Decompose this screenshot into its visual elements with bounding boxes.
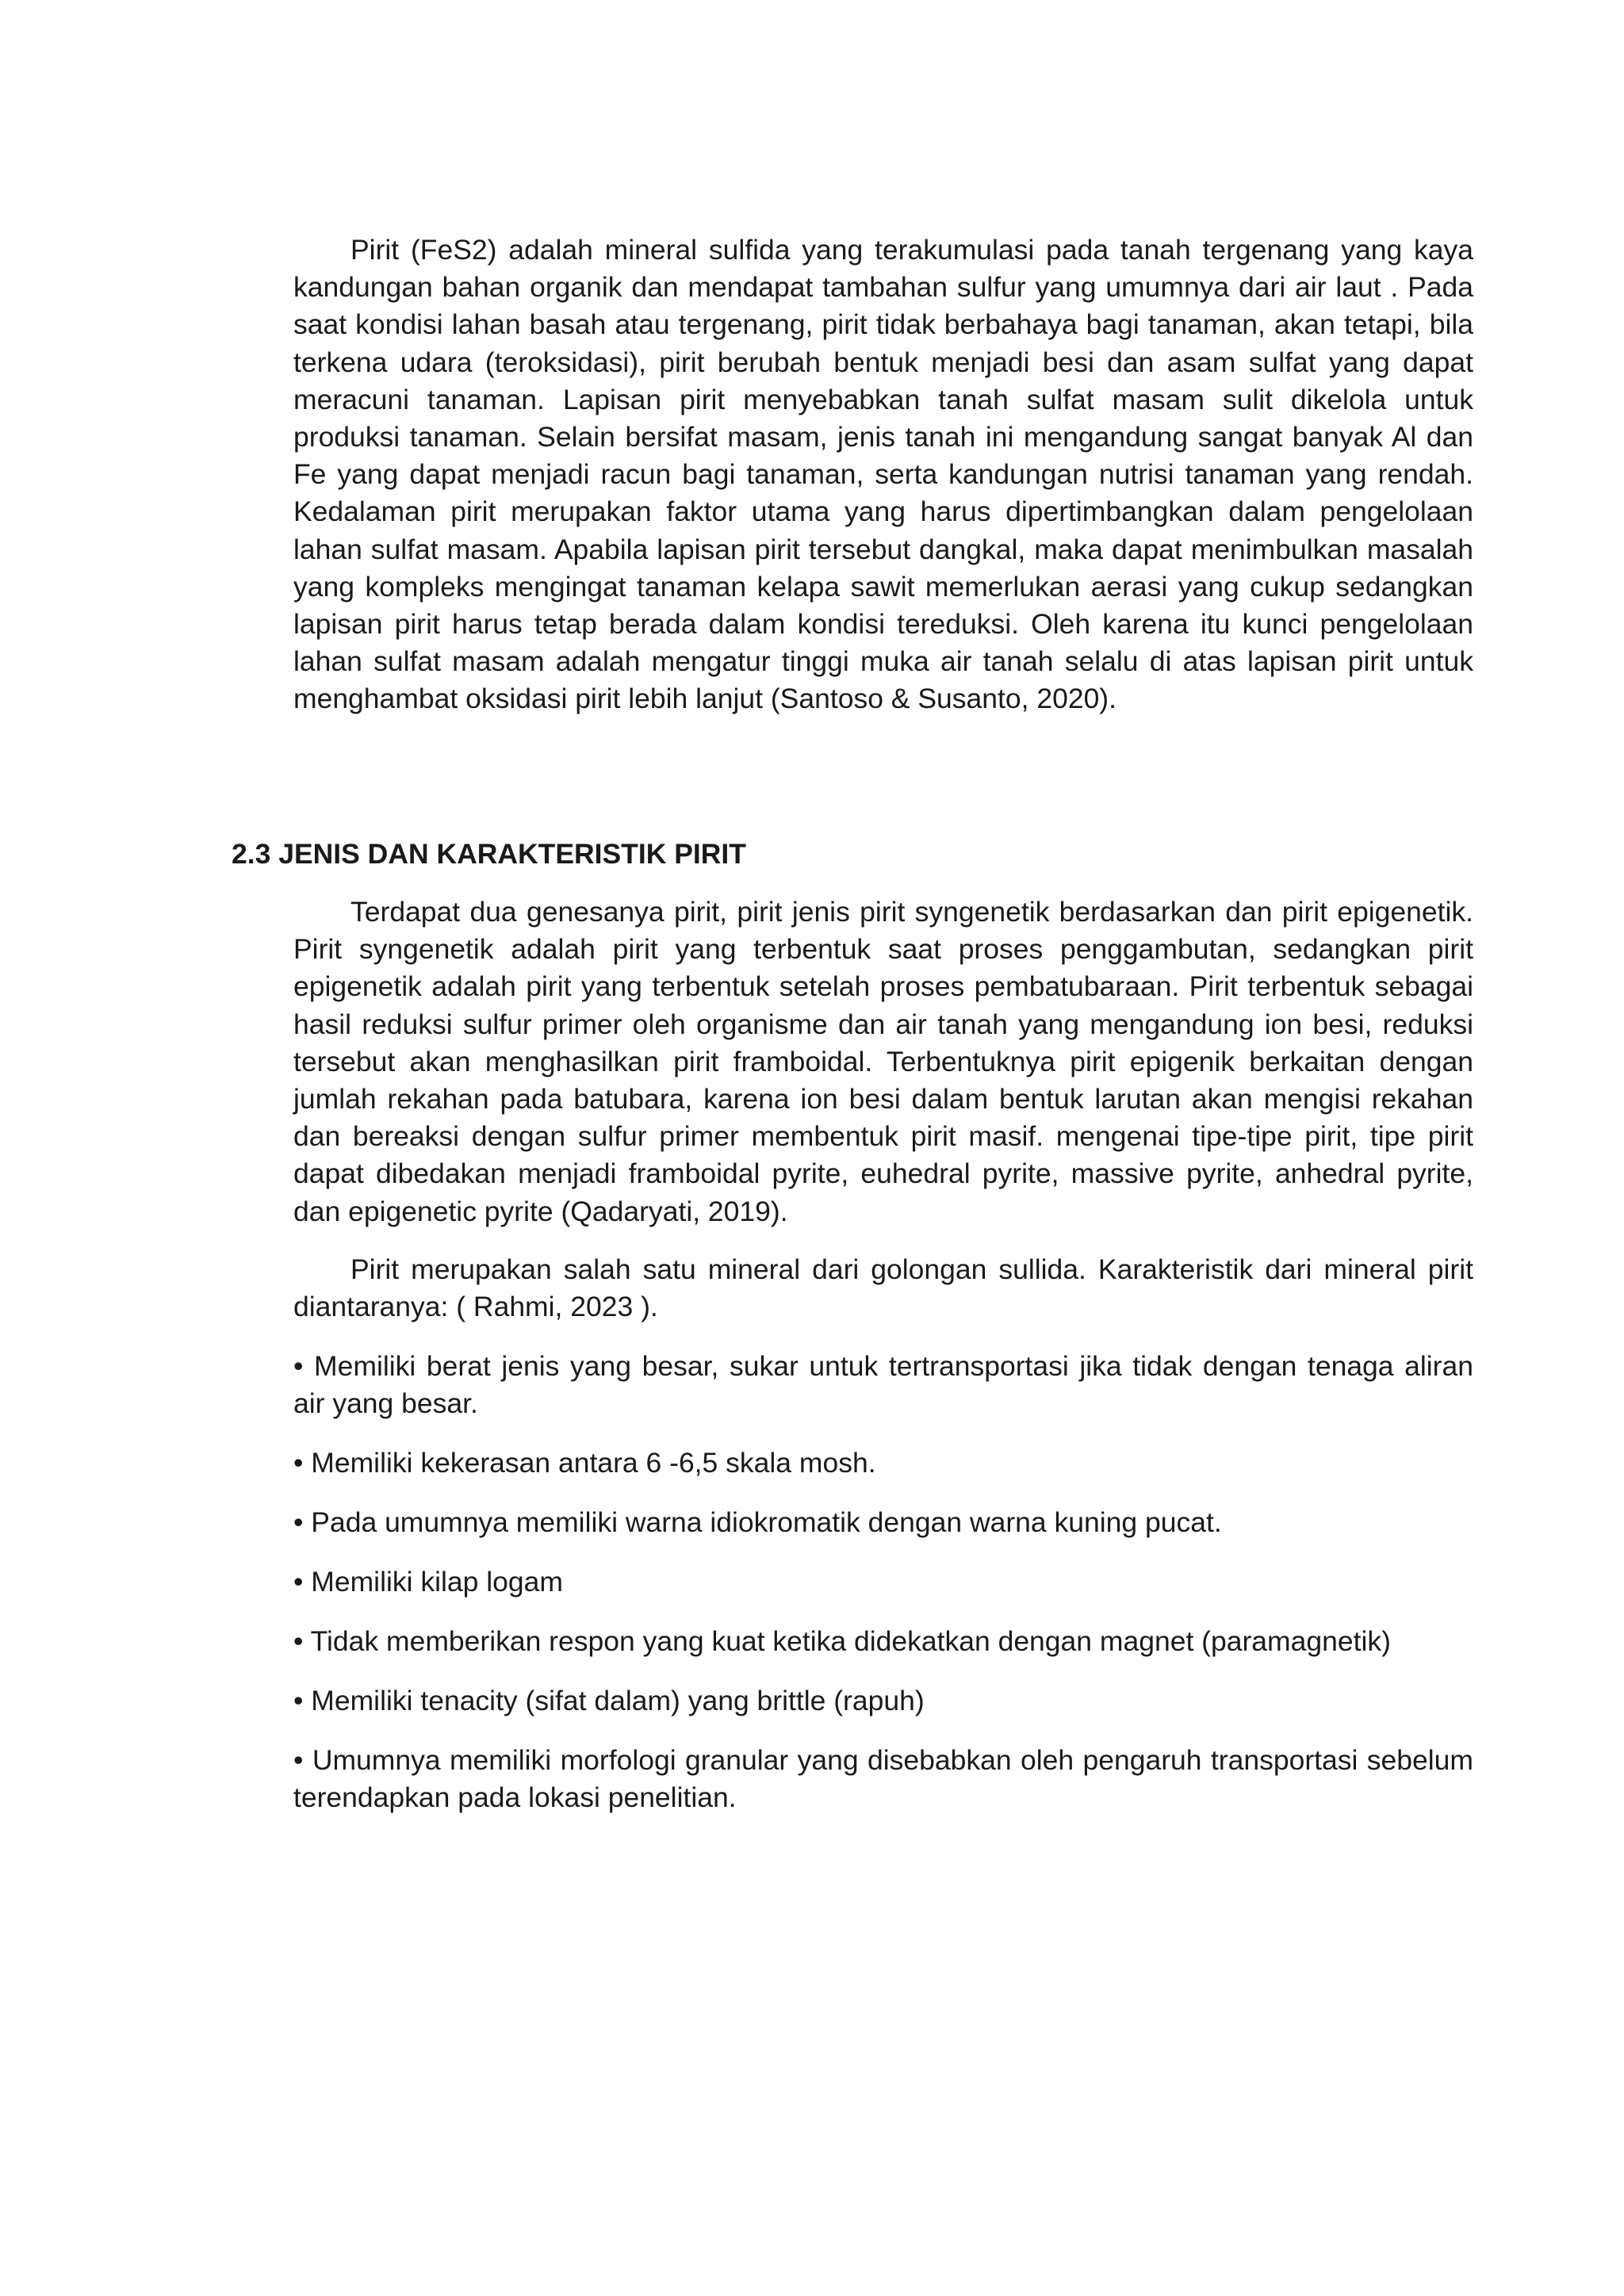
bullet-item: • Memiliki kekerasan antara 6 -6,5 skala mosh. xyxy=(293,1447,876,1479)
bullet-item: • Memiliki kilap logam xyxy=(293,1566,563,1598)
bullet-item: • Pada umumnya memiliki warna idiokromatik dengan warna kuning pucat. xyxy=(293,1506,1222,1538)
paragraph-pirit-characteristics-intro: Pirit merupakan salah satu mineral dari golongan sullida. Karakteristik dari mineral pirit diantaranya: ( Rahmi, 2023 ). xyxy=(293,1253,1473,1323)
section-heading: 2.3 JENIS DAN KARAKTERISTIK PIRIT xyxy=(232,838,746,870)
bullet-item: • Memiliki berat jenis yang besar, sukar untuk tertransportasi jika tidak dengan tenaga aliran air yang besar. xyxy=(293,1350,1473,1420)
bullet-item: • Umumnya memiliki morfologi granular yang disebabkan oleh pengaruh transportasi sebelum terendapkan pada lokasi penelitian. xyxy=(293,1744,1473,1814)
paragraph-pirit-definition: Pirit (FeS2) adalah mineral sulfida yang terakumulasi pada tanah tergenang yang kaya kandungan bahan organik dan mendapat tambahan sulfur yang umumnya dari air laut . Pada saat kondisi lahan basah atau tergenang, pirit tidak berbahaya bagi tanaman, akan tetapi, bila terkena udara (teroksidasi), pirit berubah bentuk menjadi besi dan asam sulfat yang dapat meracuni tanaman. Lapisan pirit menyebabkan tanah sulfat masam sulit dikelola untuk produksi tanaman. Selain bersifat masam, jenis tanah ini mengandung sangat banyak Al dan Fe yang dapat menjadi racun bagi tanaman, serta kandungan nutrisi tanaman yang rendah. Kedalaman pirit merupakan faktor utama yang harus dipertimbangkan dalam pengelolaan lahan sulfat masam. Apabila lapisan pirit tersebut dangkal, maka dapat menimbulkan masalah yang kompleks mengingat tanaman kelapa sawit memerlukan aerasi yang cukup sedangkan lapisan pirit harus tetap berada dalam kondisi tereduksi. Oleh karena itu kunci pengelolaan lahan sulfat masam adalah mengatur tinggi muka air tanah selalu di atas lapisan pirit untuk menghambat oksidasi pirit lebih lanjut (Santoso & Susanto, 2020). xyxy=(293,234,1473,715)
paragraph-pirit-genesis: Terdapat dua genesanya pirit, pirit jenis pirit syngenetik berdasarkan dan pirit epigenetik. Pirit syngenetik adalah pirit yang terbentuk saat proses penggambutan, sedangkan pirit epigenetik adalah pirit yang terbentuk setelah proses pembatubaraan. Pirit terbentuk sebagai hasil reduksi sulfur primer oleh organisme dan air tanah yang mengandung ion besi, reduksi tersebut akan menghasilkan pirit framboidal. Terbentuknya pirit epigenik berkaitan dengan jumlah rekahan pada batubara, karena ion besi dalam bentuk larutan akan mengisi rekahan dan bereaksi dengan sulfur primer membentuk pirit masif. mengenai tipe-tipe pirit, tipe pirit dapat dibedakan menjadi framboidal pyrite, euhedral pyrite, massive pyrite, anhedral pyrite, dan epigenetic pyrite (Qadaryati, 2019). xyxy=(293,896,1473,1227)
bullet-item: • Memiliki tenacity (sifat dalam) yang brittle (rapuh) xyxy=(293,1685,925,1716)
bullet-item: • Tidak memberikan respon yang kuat ketika didekatkan dengan magnet (paramagnetik) xyxy=(293,1625,1391,1657)
